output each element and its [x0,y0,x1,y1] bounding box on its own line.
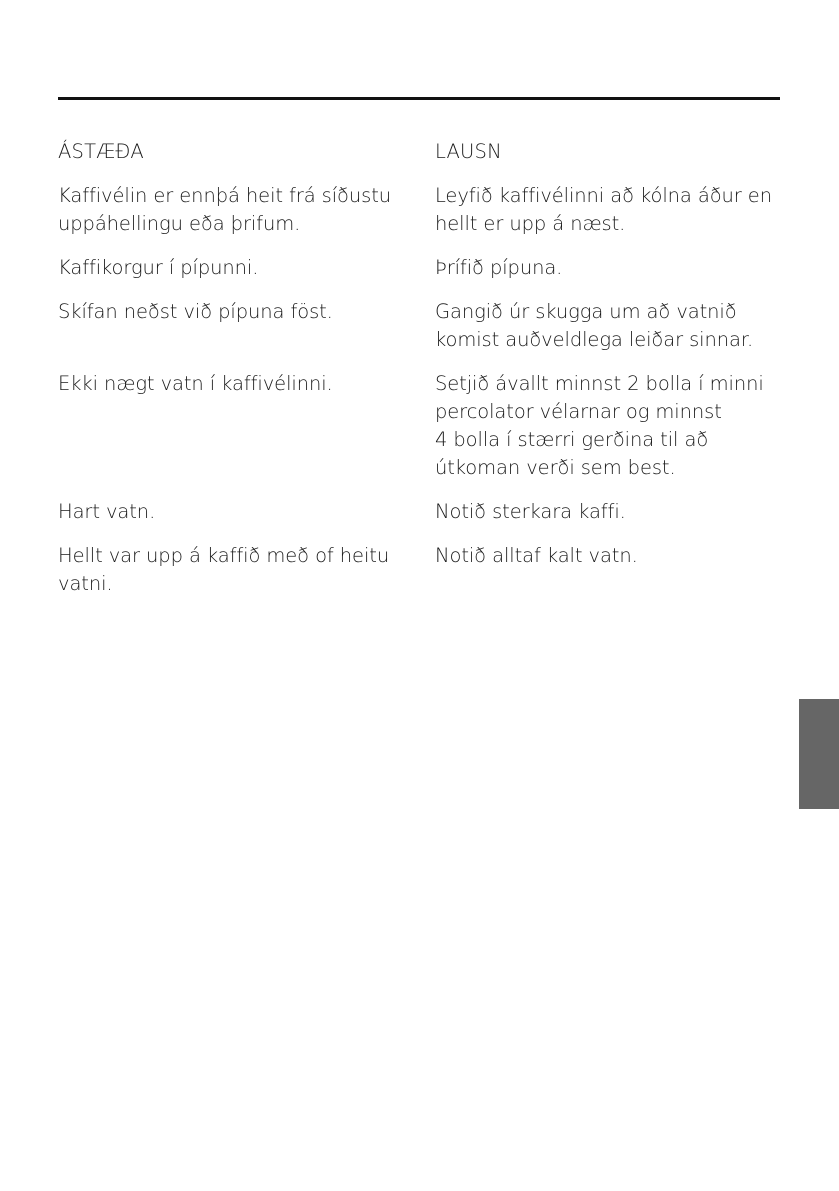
table-row [58,370,780,482]
solution-cell [435,298,780,354]
cause-line: Kaffivélin er ennþá heit frá síðustu [58,184,392,207]
cause-cell [58,182,403,238]
solution-cell [435,498,780,526]
solution-line: Setjið ávallt minnst 2 bolla í minni [435,372,764,395]
solution-line: Leyfið kaffivélinni að kólna áður en [435,184,772,207]
solution-cell [435,542,780,598]
troubleshooting-table [58,138,780,598]
cause-cell [58,498,403,526]
table-header [58,138,780,166]
table-row [58,498,780,526]
cause-line: Ekki nægt vatn í kaffivélinni. [58,372,333,395]
cause-line: uppáhellingu eða þrifum. [58,212,301,235]
solution-line: útkoman verði sem best. [435,456,676,479]
solution-cell [435,370,780,482]
solution-line: komist auðveldlega leiðar sinnar. [435,328,754,351]
table-row [58,182,780,238]
cause-line: Kaffikorgur í pípunni. [58,256,259,279]
cause-line: Hellt var upp á kaffið með of heitu [58,544,390,567]
cause-cell [58,254,403,282]
top-rule [58,97,780,100]
header-solution: LAUSN [435,140,502,163]
solution-line: percolator vélarnar og minnst [435,400,722,423]
solution-line: 4 bolla í stærri gerðina til að [435,428,709,451]
cause-line: Hart vatn. [58,500,156,523]
cause-cell [58,370,403,482]
header-cause: ÁSTÆÐA [58,140,144,163]
table-row [58,298,780,354]
cause-line: vatni. [58,572,113,595]
solution-cell [435,182,780,238]
solution-line: Gangið úr skugga um að vatnið [435,300,737,323]
solution-line: Notið alltaf kalt vatn. [435,544,638,567]
table-row [58,542,780,598]
section-side-tab [799,699,839,809]
solution-line: Notið sterkara kaffi. [435,500,626,523]
solution-line: Þrífið pípuna. [435,256,563,279]
table-row [58,254,780,282]
cause-cell [58,542,403,598]
cause-line: Skífan neðst við pípuna föst. [58,300,333,323]
solution-cell [435,254,780,282]
solution-line: hellt er upp á næst. [435,212,626,235]
cause-cell [58,298,403,354]
